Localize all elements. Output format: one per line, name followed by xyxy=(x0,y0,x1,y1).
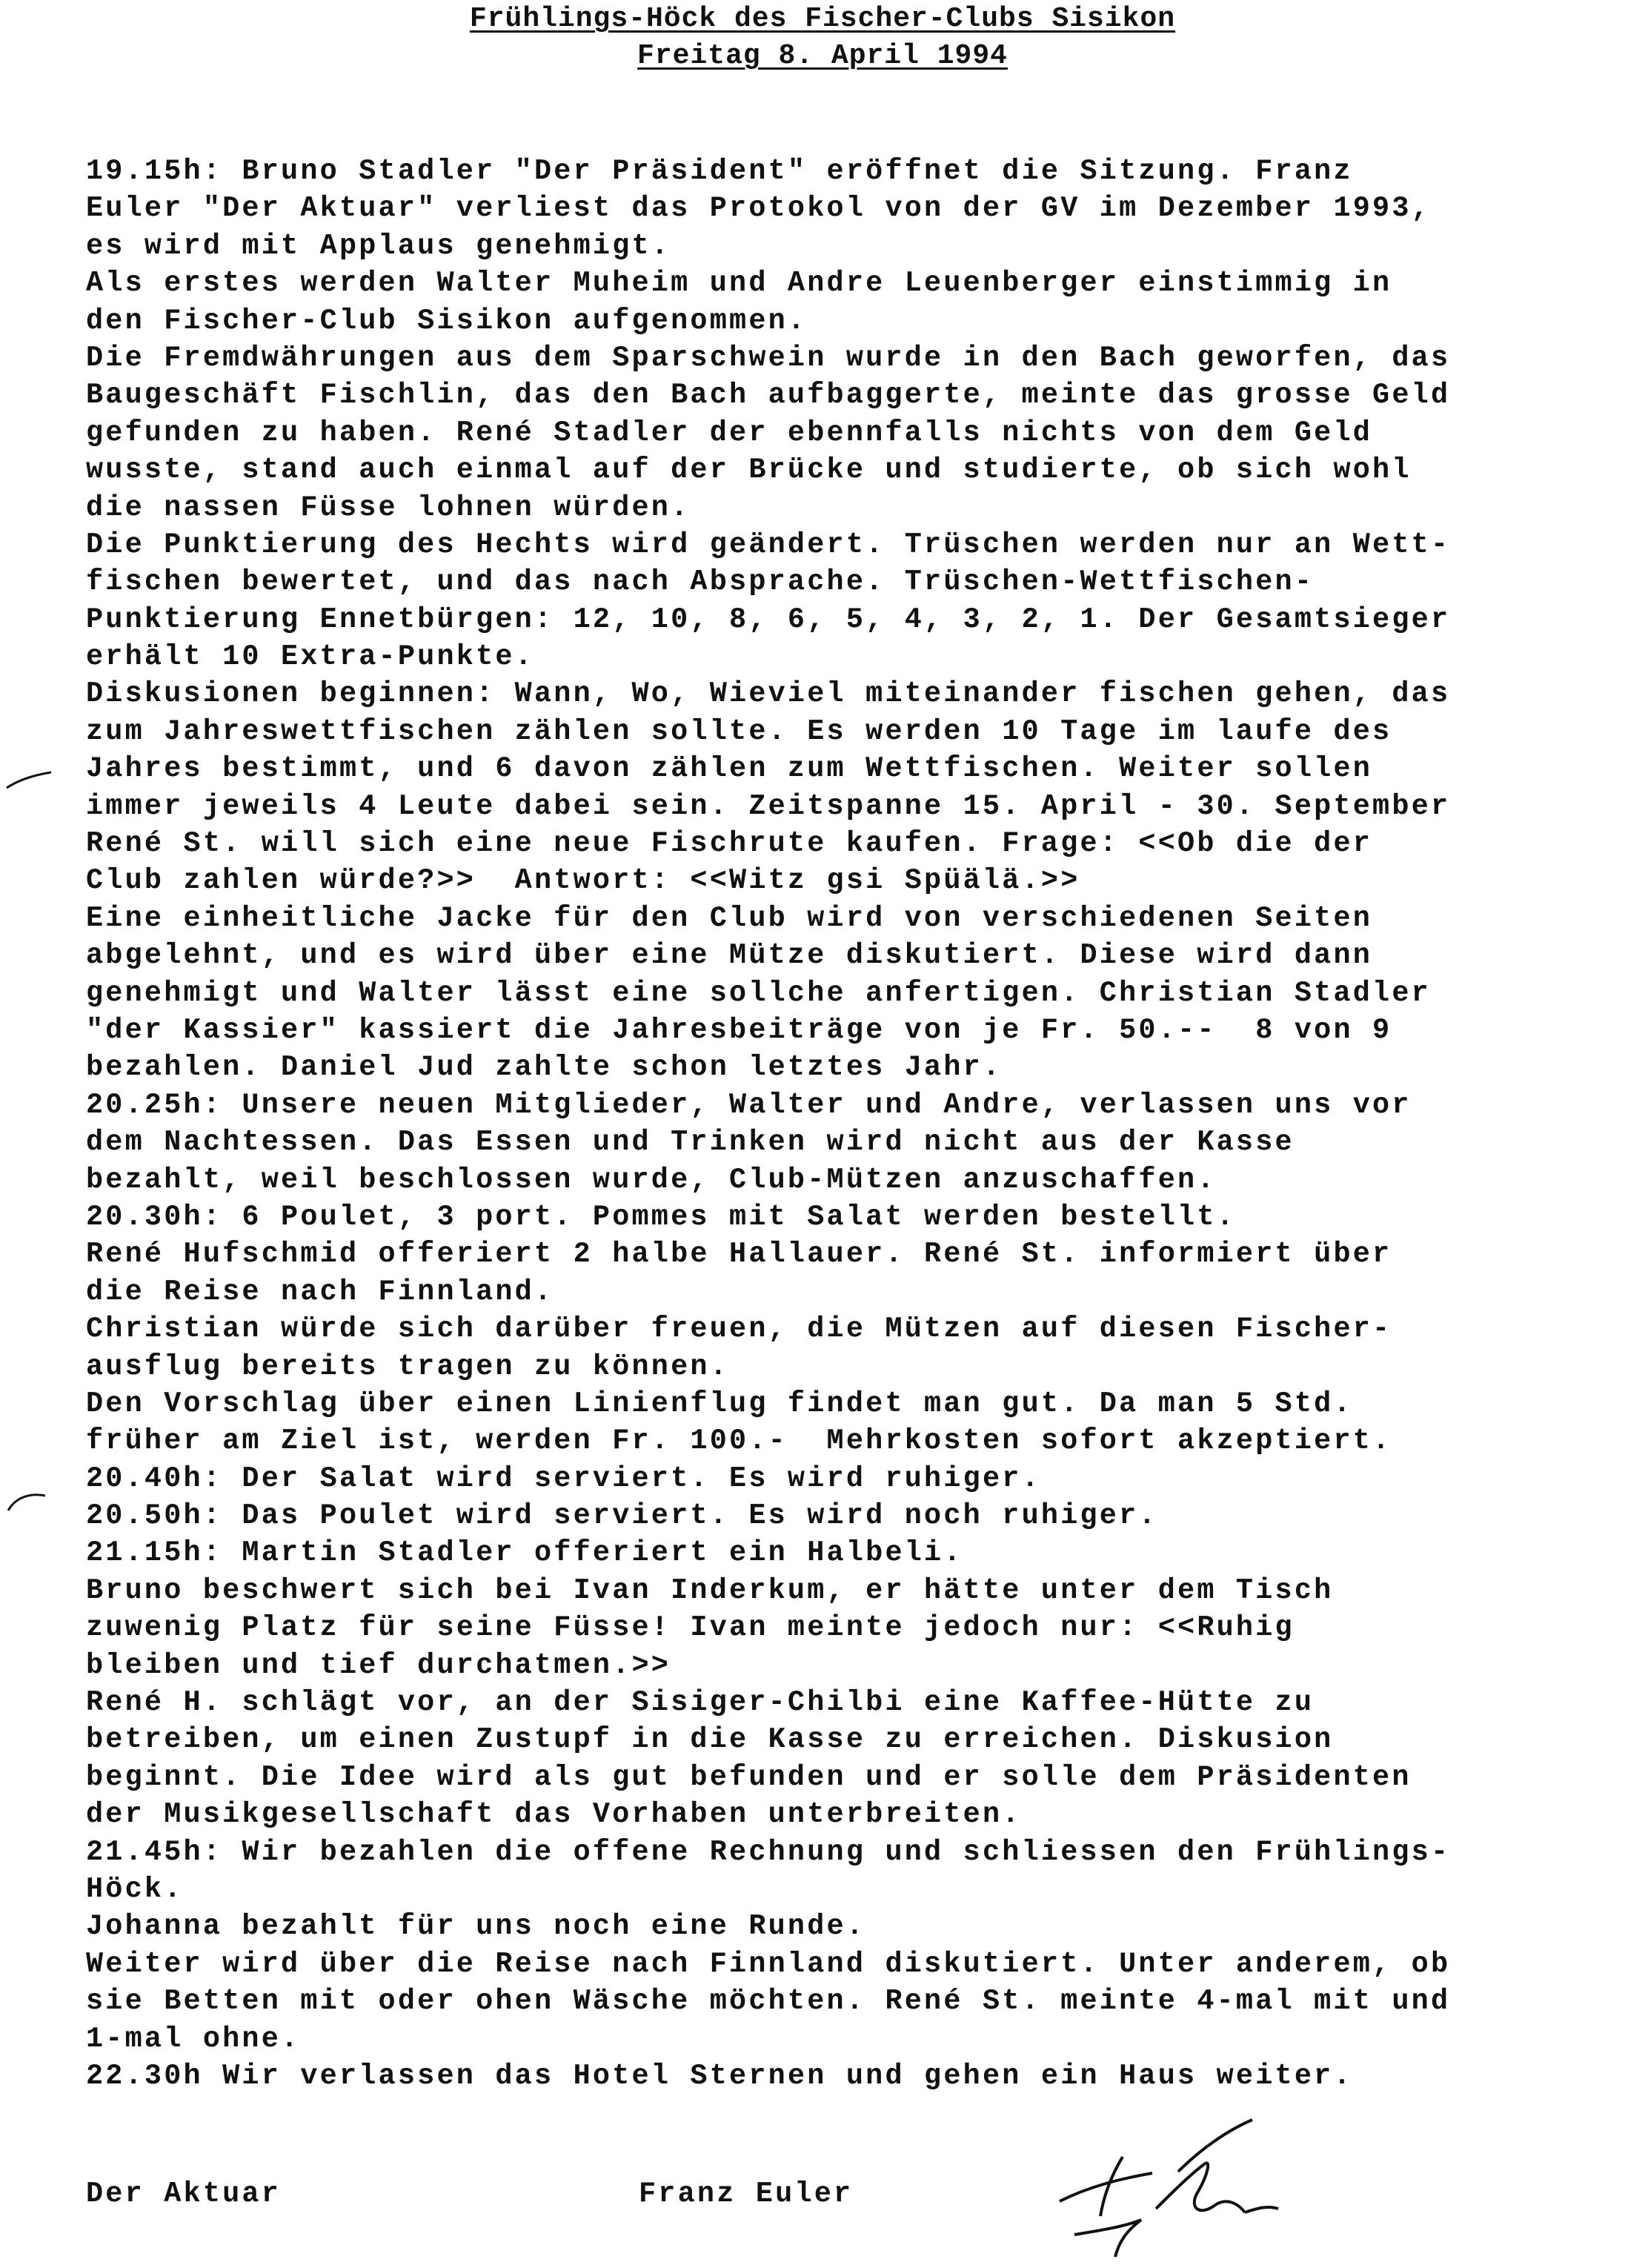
text-line: 20.25h: Unsere neuen Mitglieder, Walter und Andre, verlassen uns vor xyxy=(86,1088,1412,1121)
footer-role: Der Aktuar xyxy=(86,2178,282,2210)
text-line: René Hufschmid offeriert 2 halbe Hallauer. René St. informiert über xyxy=(86,1238,1392,1271)
text-line: Punktierung Ennetbürgen: 12, 10, 8, 6, 5, 4, 3, 2, 1. Der Gesamtsieger xyxy=(86,603,1451,636)
text-line: die Reise nach Finnland. xyxy=(86,1275,554,1308)
document-title: Frühlings-Höck des Fischer-Clubs Sisikon xyxy=(469,3,1176,35)
text-line: Diskusionen beginnen: Wann, Wo, Wieviel miteinander fischen gehen, das xyxy=(86,677,1451,711)
text-line: Den Vorschlag über einen Linienflug findet man gut. Da man 5 Std. xyxy=(86,1387,1353,1420)
text-line: Die Punktierung des Hechts wird geändert. Trüschen werden nur an Wett- xyxy=(86,528,1451,561)
text-line: Johanna bezahlt für uns noch eine Runde. xyxy=(86,1910,866,1943)
text-line: 22.30h Wir verlassen das Hotel Sternen und gehen ein Haus weiter. xyxy=(86,2059,1353,2092)
text-line: René H. schlägt vor, an der Sisiger-Chilbi eine Kaffee-Hütte zu xyxy=(86,1686,1315,1720)
signature xyxy=(1030,2105,1312,2264)
text-line: beginnt. Die Idee wird als gut befunden und er solle dem Präsidenten xyxy=(86,1760,1412,1794)
text-line: bleiben und tief durchatmen.>> xyxy=(86,1648,671,1682)
text-line: "der Kassier" kassiert die Jahresbeiträge von je Fr. 50.-- 8 von 9 xyxy=(86,1013,1392,1047)
footer-name: Franz Euler xyxy=(639,2178,854,2210)
document-date: Freitag 8. April 1994 xyxy=(637,40,1008,72)
text-line: den Fischer-Club Sisikon aufgenommen. xyxy=(86,304,808,337)
margin-mark xyxy=(3,769,55,792)
text-line: Die Fremdwährungen aus dem Sparschwein wurde in den Bach geworfen, das xyxy=(86,341,1451,374)
text-line: bezahlt, weil beschlossen wurde, Club-Mützen anzuschaffen. xyxy=(86,1163,1217,1196)
text-line: Christian würde sich darüber freuen, die Mützen auf diesen Fischer- xyxy=(86,1313,1392,1346)
text-line: der Musikgesellschaft das Vorhaben unterbreiten. xyxy=(86,1798,1022,1831)
margin-mark xyxy=(4,1488,49,1518)
text-line: Baugeschäft Fischlin, das den Bach aufbaggerte, meinte das grosse Geld xyxy=(86,379,1451,412)
protocol-body xyxy=(86,153,1642,2095)
text-line: Eine einheitliche Jacke für den Club wird von verschiedenen Seiten xyxy=(86,901,1373,935)
text-line: bezahlen. Daniel Jud zahlte schon letztes Jahr. xyxy=(86,1051,1003,1084)
text-line: zuwenig Platz für seine Füsse! Ivan meinte jedoch nur: <<Ruhig xyxy=(86,1611,1295,1645)
text-line: gefunden zu haben. René Stadler der ebennfalls nichts von dem Geld xyxy=(86,416,1373,449)
text-line: René St. will sich eine neue Fischrute kaufen. Frage: <<Ob die der xyxy=(86,827,1373,861)
text-line: fischen bewertet, und das nach Absprache. Trüschen-Wettfischen- xyxy=(86,566,1315,599)
text-line: Euler "Der Aktuar" verliest das Protokol von der GV im Dezember 1993, xyxy=(86,192,1431,225)
text-line: Weiter wird über die Reise nach Finnland diskutiert. Unter anderem, ob xyxy=(86,1947,1451,1980)
text-line: 21.45h: Wir bezahlen die offene Rechnung und schliessen den Frühlings- xyxy=(86,1835,1451,1869)
text-line: 21.15h: Martin Stadler offeriert ein Halbeli. xyxy=(86,1536,963,1570)
text-line: Jahres bestimmt, und 6 davon zählen zum Wettfischen. Weiter sollen xyxy=(86,752,1373,786)
text-line: immer jeweils 4 Leute dabei sein. Zeitspanne 15. April - 30. September xyxy=(86,789,1451,823)
text-line: dem Nachtessen. Das Essen und Trinken wird nicht aus der Kasse xyxy=(86,1126,1295,1159)
text-line: zum Jahreswettfischen zählen sollte. Es werden 10 Tage im laufe des xyxy=(86,714,1392,748)
text-line: wusste, stand auch einmal auf der Brücke und studierte, ob sich wohl xyxy=(86,454,1412,487)
text-line: genehmigt und Walter lässt eine sollche anfertigen. Christian Stadler xyxy=(86,976,1431,1009)
text-line: Als erstes werden Walter Muheim und Andre Leuenberger einstimmig in xyxy=(86,267,1392,300)
text-line: 19.15h: Bruno Stadler "Der Präsident" eröffnet die Sitzung. Franz xyxy=(86,155,1353,188)
text-line: die nassen Füsse lohnen würden. xyxy=(86,491,691,524)
text-line: ausflug bereits tragen zu können. xyxy=(86,1350,730,1383)
text-line: abgelehnt, und es wird über eine Mütze diskutiert. Diese wird dann xyxy=(86,939,1373,972)
text-line: Höck. xyxy=(86,1872,184,1906)
text-line: 20.50h: Das Poulet wird serviert. Es wird noch ruhiger. xyxy=(86,1499,1158,1533)
text-line: Bruno beschwert sich bei Ivan Inderkum, er hätte unter dem Tisch xyxy=(86,1574,1334,1607)
text-line: 20.40h: Der Salat wird serviert. Es wird ruhiger. xyxy=(86,1462,1041,1495)
text-line: 20.30h: 6 Poulet, 3 port. Pommes mit Salat werden bestellt. xyxy=(86,1200,1236,1233)
text-line: erhält 10 Extra-Punkte. xyxy=(86,640,534,674)
text-line: es wird mit Applaus genehmigt. xyxy=(86,229,671,262)
text-line: betreiben, um einen Zustupf in die Kasse zu erreichen. Diskusion xyxy=(86,1723,1334,1757)
text-line: sie Betten mit oder ohen Wäsche möchten. René St. meinte 4-mal mit und xyxy=(86,1985,1451,2018)
text-line: 1-mal ohne. xyxy=(86,2022,301,2055)
text-line: früher am Ziel ist, werden Fr. 100.- Mehrkosten sofort akzeptiert. xyxy=(86,1425,1392,1458)
text-line: Club zahlen würde?>> Antwort: <<Witz gsi Spüälä.>> xyxy=(86,864,1080,898)
